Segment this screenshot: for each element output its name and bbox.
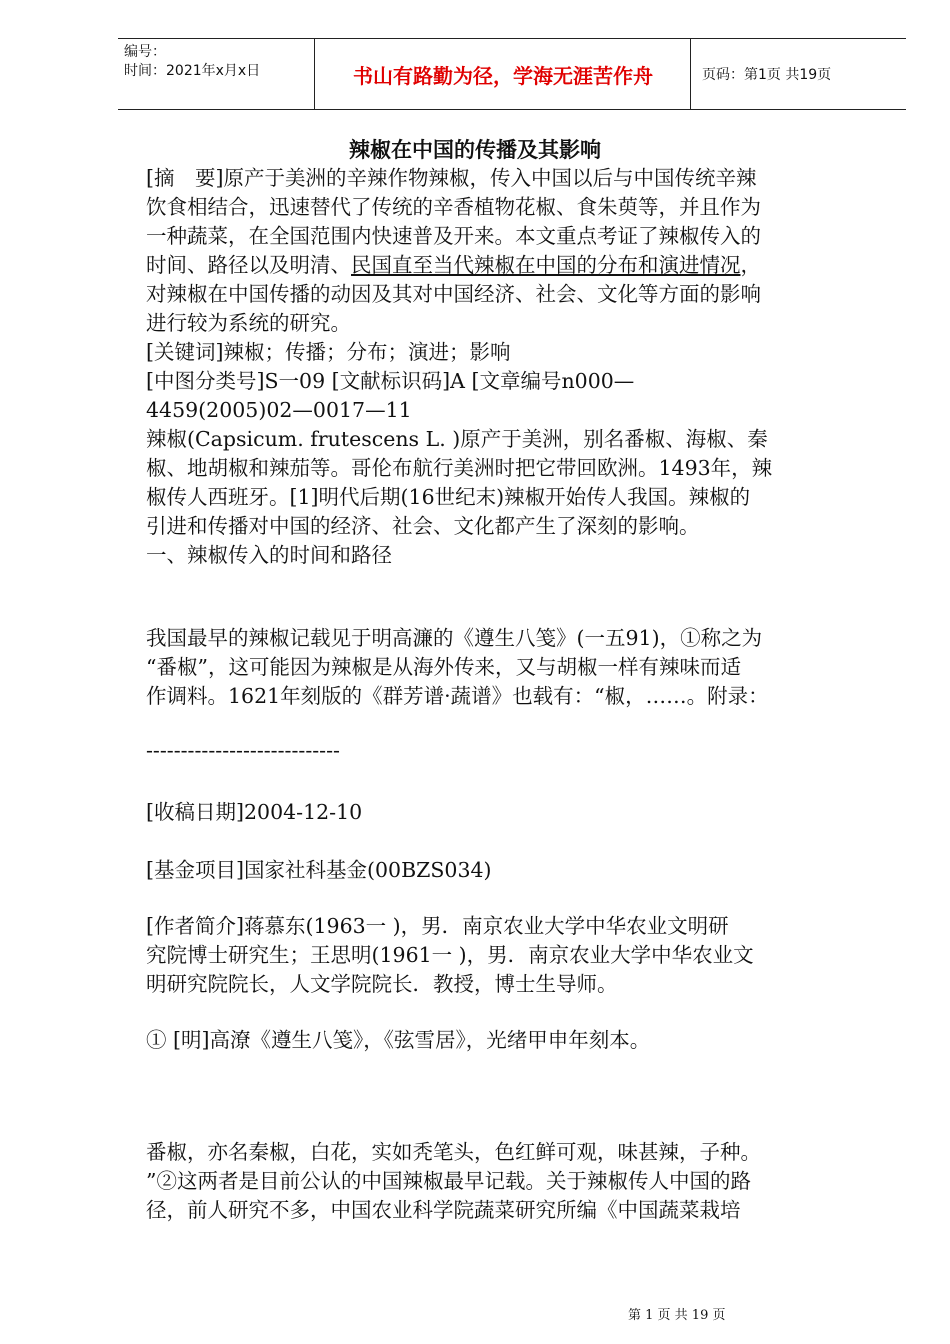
header-motto: 书山有路勤为径，学海无涯苦作舟 [353,63,653,88]
abstract-text: 时间、路径以及明清、 [146,253,351,277]
body-line: 番椒，亦名秦椒，白花，实如秃笔头，色红鲜可观，味甚辣，子种。 [146,1140,761,1164]
abstract-line: 进行较为系统的研究。 [146,311,351,335]
intro-line: 椒、地胡椒和辣茄等。哥伦布航行美洲时把它带回欧洲。1493年，辣 [146,456,773,480]
intro-line: 辣椒(Capsicum. frutescens L. )原产于美洲，别名番椒、海椒、秦 [146,427,768,451]
abstract [146,164,876,570]
abstract-line: [摘 要]原产于美洲的辛辣作物辣椒，传入中国以后与中国传统辛辣 [146,166,757,190]
abstract-line: 一种蔬菜，在全国范围内快速普及开来。本文重点考证了辣椒传入的 [146,224,761,248]
header-meta [124,43,314,81]
abstract-underlined-text: 民国直至当代辣椒在中国的分布和演进情况 [351,253,741,277]
author-line: 明研究院院长，人文学院院长．教授，博士生导师。 [146,972,618,996]
classification-line: [中图分类号]S一09 [文献标识码]A [文章编号n000— [146,369,635,393]
body-line: 作调料。1621年刻版的《群芳谱·蔬谱》也载有：“椒，……。附录： [146,684,769,708]
body-line: ”②这两者是目前公认的中国辣椒最早记载。关于辣椒传人中国的路 [146,1169,751,1193]
body-paragraph-2 [146,1138,876,1225]
page-header [118,38,906,110]
received-date: [收稿日期]2004-12-10 [146,800,363,824]
keywords: [关键词]辣椒；传播；分布；演进；影响 [146,340,511,364]
author-note [146,912,876,999]
page-footer: 第 1 页 共 19 页 [628,1308,726,1323]
fund-note: [基金项目]国家社科基金(00BZS034) [146,858,492,882]
header-page-info: 页码：第1页 共19页 [702,67,832,83]
abstract-text: ， [740,253,761,277]
author-line: 究院博士研究生；王思明(1961一 )，男．南京农业大学中华农业文 [146,943,754,967]
body-paragraph-1 [146,624,876,711]
header-divider [314,39,315,109]
abstract-line: 对辣椒在中国传播的动因及其对中国经济、社会、文化等方面的影响 [146,282,761,306]
author-line: [作者简介]蒋慕东(1963一 )，男．南京农业大学中华农业文明研 [146,914,729,938]
time-label: 时间：2021年x月x日 [124,63,261,79]
section-heading: 一、辣椒传入的时间和路径 [146,543,392,567]
document-title: 辣椒在中国的传播及其影响 [349,138,601,162]
intro-line: 椒传人西班牙。[1]明代后期(16世纪末)辣椒开始传人我国。辣椒的 [146,485,751,509]
body-line: “番椒”，这可能因为辣椒是从海外传来，又与胡椒一样有辣味而适 [146,655,741,679]
header-divider [690,39,691,109]
classification-line: 4459(2005)02—0017—11 [146,398,412,422]
footnote-separator: ---------------------------- [146,738,340,762]
intro-line: 引进和传播对中国的经济、社会、文化都产生了深刻的影响。 [146,514,700,538]
abstract-line [146,251,876,280]
body-line: 径，前人研究不多，中国农业科学院蔬菜研究所编《中国蔬菜栽培 [146,1198,741,1222]
number-label: 编号： [124,44,166,60]
footnote: ① [明]高潦《遵生八笺》，《弦雪居》，光绪甲申年刻本。 [146,1028,651,1052]
body-line: 我国最早的辣椒记载见于明高濂的《遵生八笺》(一五91)，①称之为 [146,626,763,650]
abstract-line: 饮食相结合，迅速替代了传统的辛香植物花椒、食朱萸等，并且作为 [146,195,761,219]
